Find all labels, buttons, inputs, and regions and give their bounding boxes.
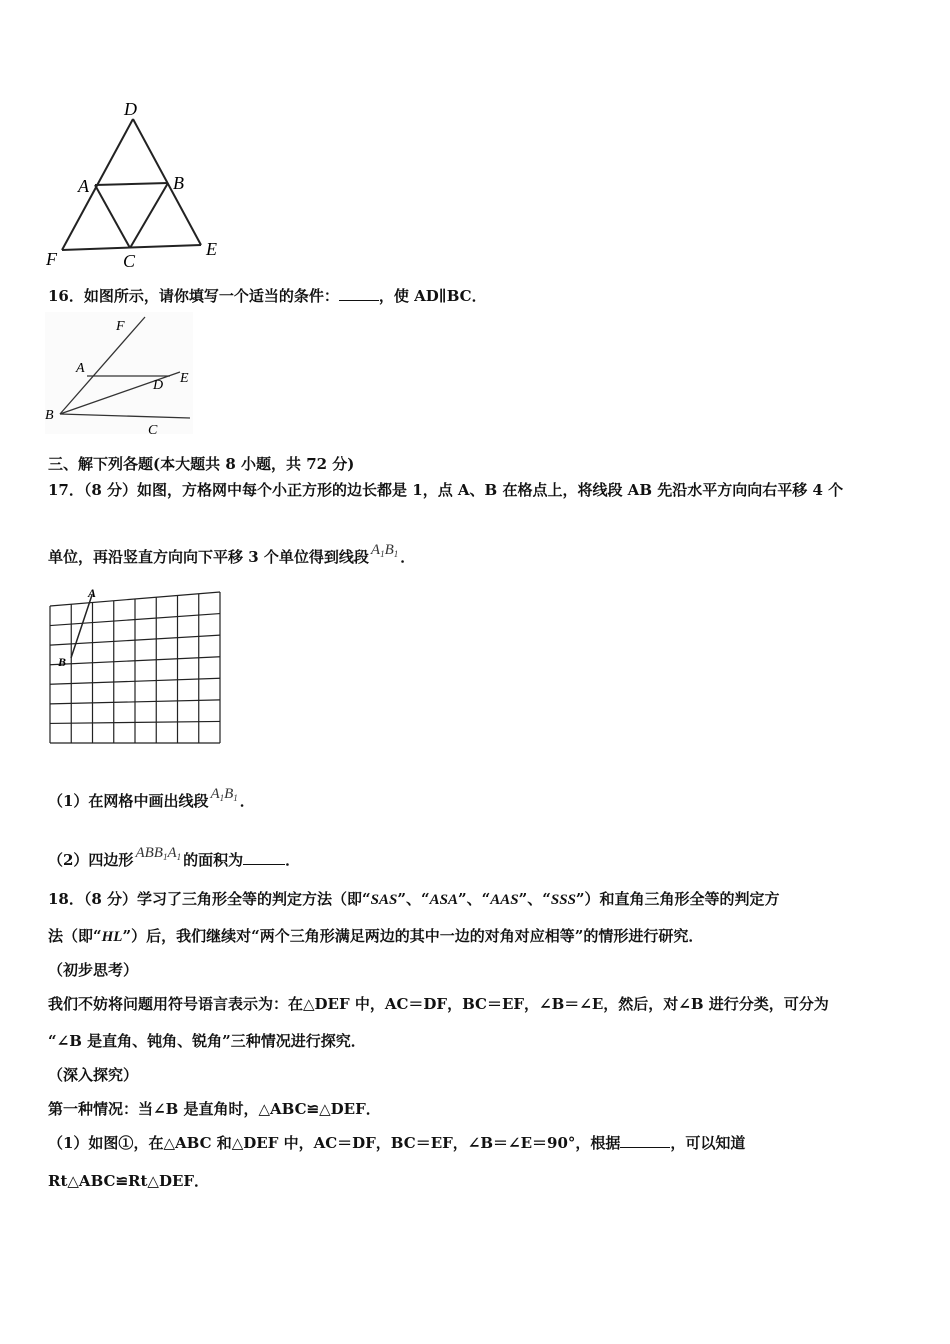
question-text-end: ，使 AD∥BC． [378, 287, 487, 305]
text: 法（即“ [48, 927, 102, 945]
grid-label-b: B [58, 655, 67, 669]
question-16 [48, 286, 487, 306]
answer-blank[interactable] [339, 286, 379, 301]
segment-bc [130, 183, 168, 248]
label-b: B [173, 173, 184, 193]
answer-blank[interactable] [620, 1133, 670, 1148]
quadrilateral-label: $ABB_1A_1$ [135, 845, 182, 862]
text: （1）如图①，在△ABC 和△DEF 中，AC＝DF，BC＝EF，∠B＝∠E＝90°，根据 [48, 1134, 621, 1152]
period: ． [239, 792, 255, 810]
label-e: E [180, 371, 189, 386]
figure-grid [44, 586, 229, 751]
paragraph-line1: 我们不妨将问题用符号语言表示为：在△DEF 中，AC＝DF，BC＝EF，∠B＝∠E，然后，对∠B 进行分类，可分为 [48, 995, 829, 1013]
question-17-line2 [48, 540, 415, 567]
segment-a1b1-label: $A_1B_1$ [210, 786, 238, 803]
question-number: 18． [48, 890, 84, 908]
hl: HL [101, 929, 123, 945]
sep: ”、“ [458, 890, 491, 908]
label-d: D [124, 99, 137, 119]
label-f: F [116, 319, 125, 334]
question-17-part2 [48, 843, 300, 870]
asa: ASA [429, 892, 458, 908]
text: ，可以知道 [670, 1134, 746, 1152]
sss: SSS [550, 892, 576, 908]
period: ． [285, 851, 301, 869]
question-18-line2 [48, 926, 703, 947]
segment-ac [95, 185, 130, 248]
text: （8 分）学习了三角形全等的判定方法（即“ [83, 890, 371, 908]
segment-a1b1-label: $A_1B_1$ [370, 542, 399, 559]
label-a: A [76, 361, 85, 376]
question-text: （8 分）如图，方格网中每个小正方形的边长都是 1，点 A、B 在格点上，将线段 AB 先沿水平方向向右平移 4 个 [83, 481, 844, 499]
figure-triangle-def [40, 95, 230, 275]
question-17-part1 [48, 784, 255, 811]
question-number: 17． [48, 481, 84, 499]
text: ”）后，我们继续对“两个三角形满足两边的其中一边的对角对应相等”的情形进行研究． [122, 927, 704, 945]
sep: ”、“ [397, 890, 430, 908]
aas: AAS [490, 892, 519, 908]
case1-question1 [48, 1133, 745, 1153]
part-text: （2）四边形 [48, 851, 134, 869]
segment-ab [95, 183, 168, 185]
section-title: 三、解下列各题(本大题共 8 小题，共 72 分) [48, 455, 355, 473]
label-e: E [206, 239, 217, 259]
question-text: 单位，再沿竖直方向向下平移 3 个单位得到线段 [48, 548, 369, 566]
grid-label-a: A [88, 586, 97, 600]
question-18-line1 [48, 889, 780, 910]
text: ”）和直角三角形全等的判定方 [575, 890, 780, 908]
case1-text: 第一种情况：当∠B 是直角时，△ABC≌△DEF． [48, 1100, 381, 1118]
label-c: C [148, 423, 158, 437]
label-d: D [153, 378, 164, 393]
part-text-2: 的面积为 [183, 851, 244, 869]
label-a: A [78, 176, 89, 196]
sas: SAS [370, 892, 398, 908]
label-f: F [46, 249, 57, 269]
question-17-line1 [48, 480, 843, 500]
period: ． [400, 548, 416, 566]
answer-blank[interactable] [243, 850, 285, 865]
heading-preliminary: （初步思考） [48, 961, 139, 979]
paragraph-line2: “∠B 是直角、钝角、锐角”三种情况进行探究． [48, 1032, 366, 1050]
heading-deep: （深入探究） [48, 1066, 139, 1084]
question-text: 如图所示，请你填写一个适当的条件： [83, 287, 339, 305]
part-text: （1）在网格中画出线段 [48, 792, 209, 810]
label-c: C [123, 251, 136, 271]
sep: ”、“ [518, 890, 551, 908]
question-number: 16． [48, 287, 84, 305]
figure-parallel-lines [40, 312, 200, 437]
label-b: B [45, 408, 54, 423]
case1-conclusion: Rt△ABC≌Rt△DEF． [48, 1172, 210, 1190]
